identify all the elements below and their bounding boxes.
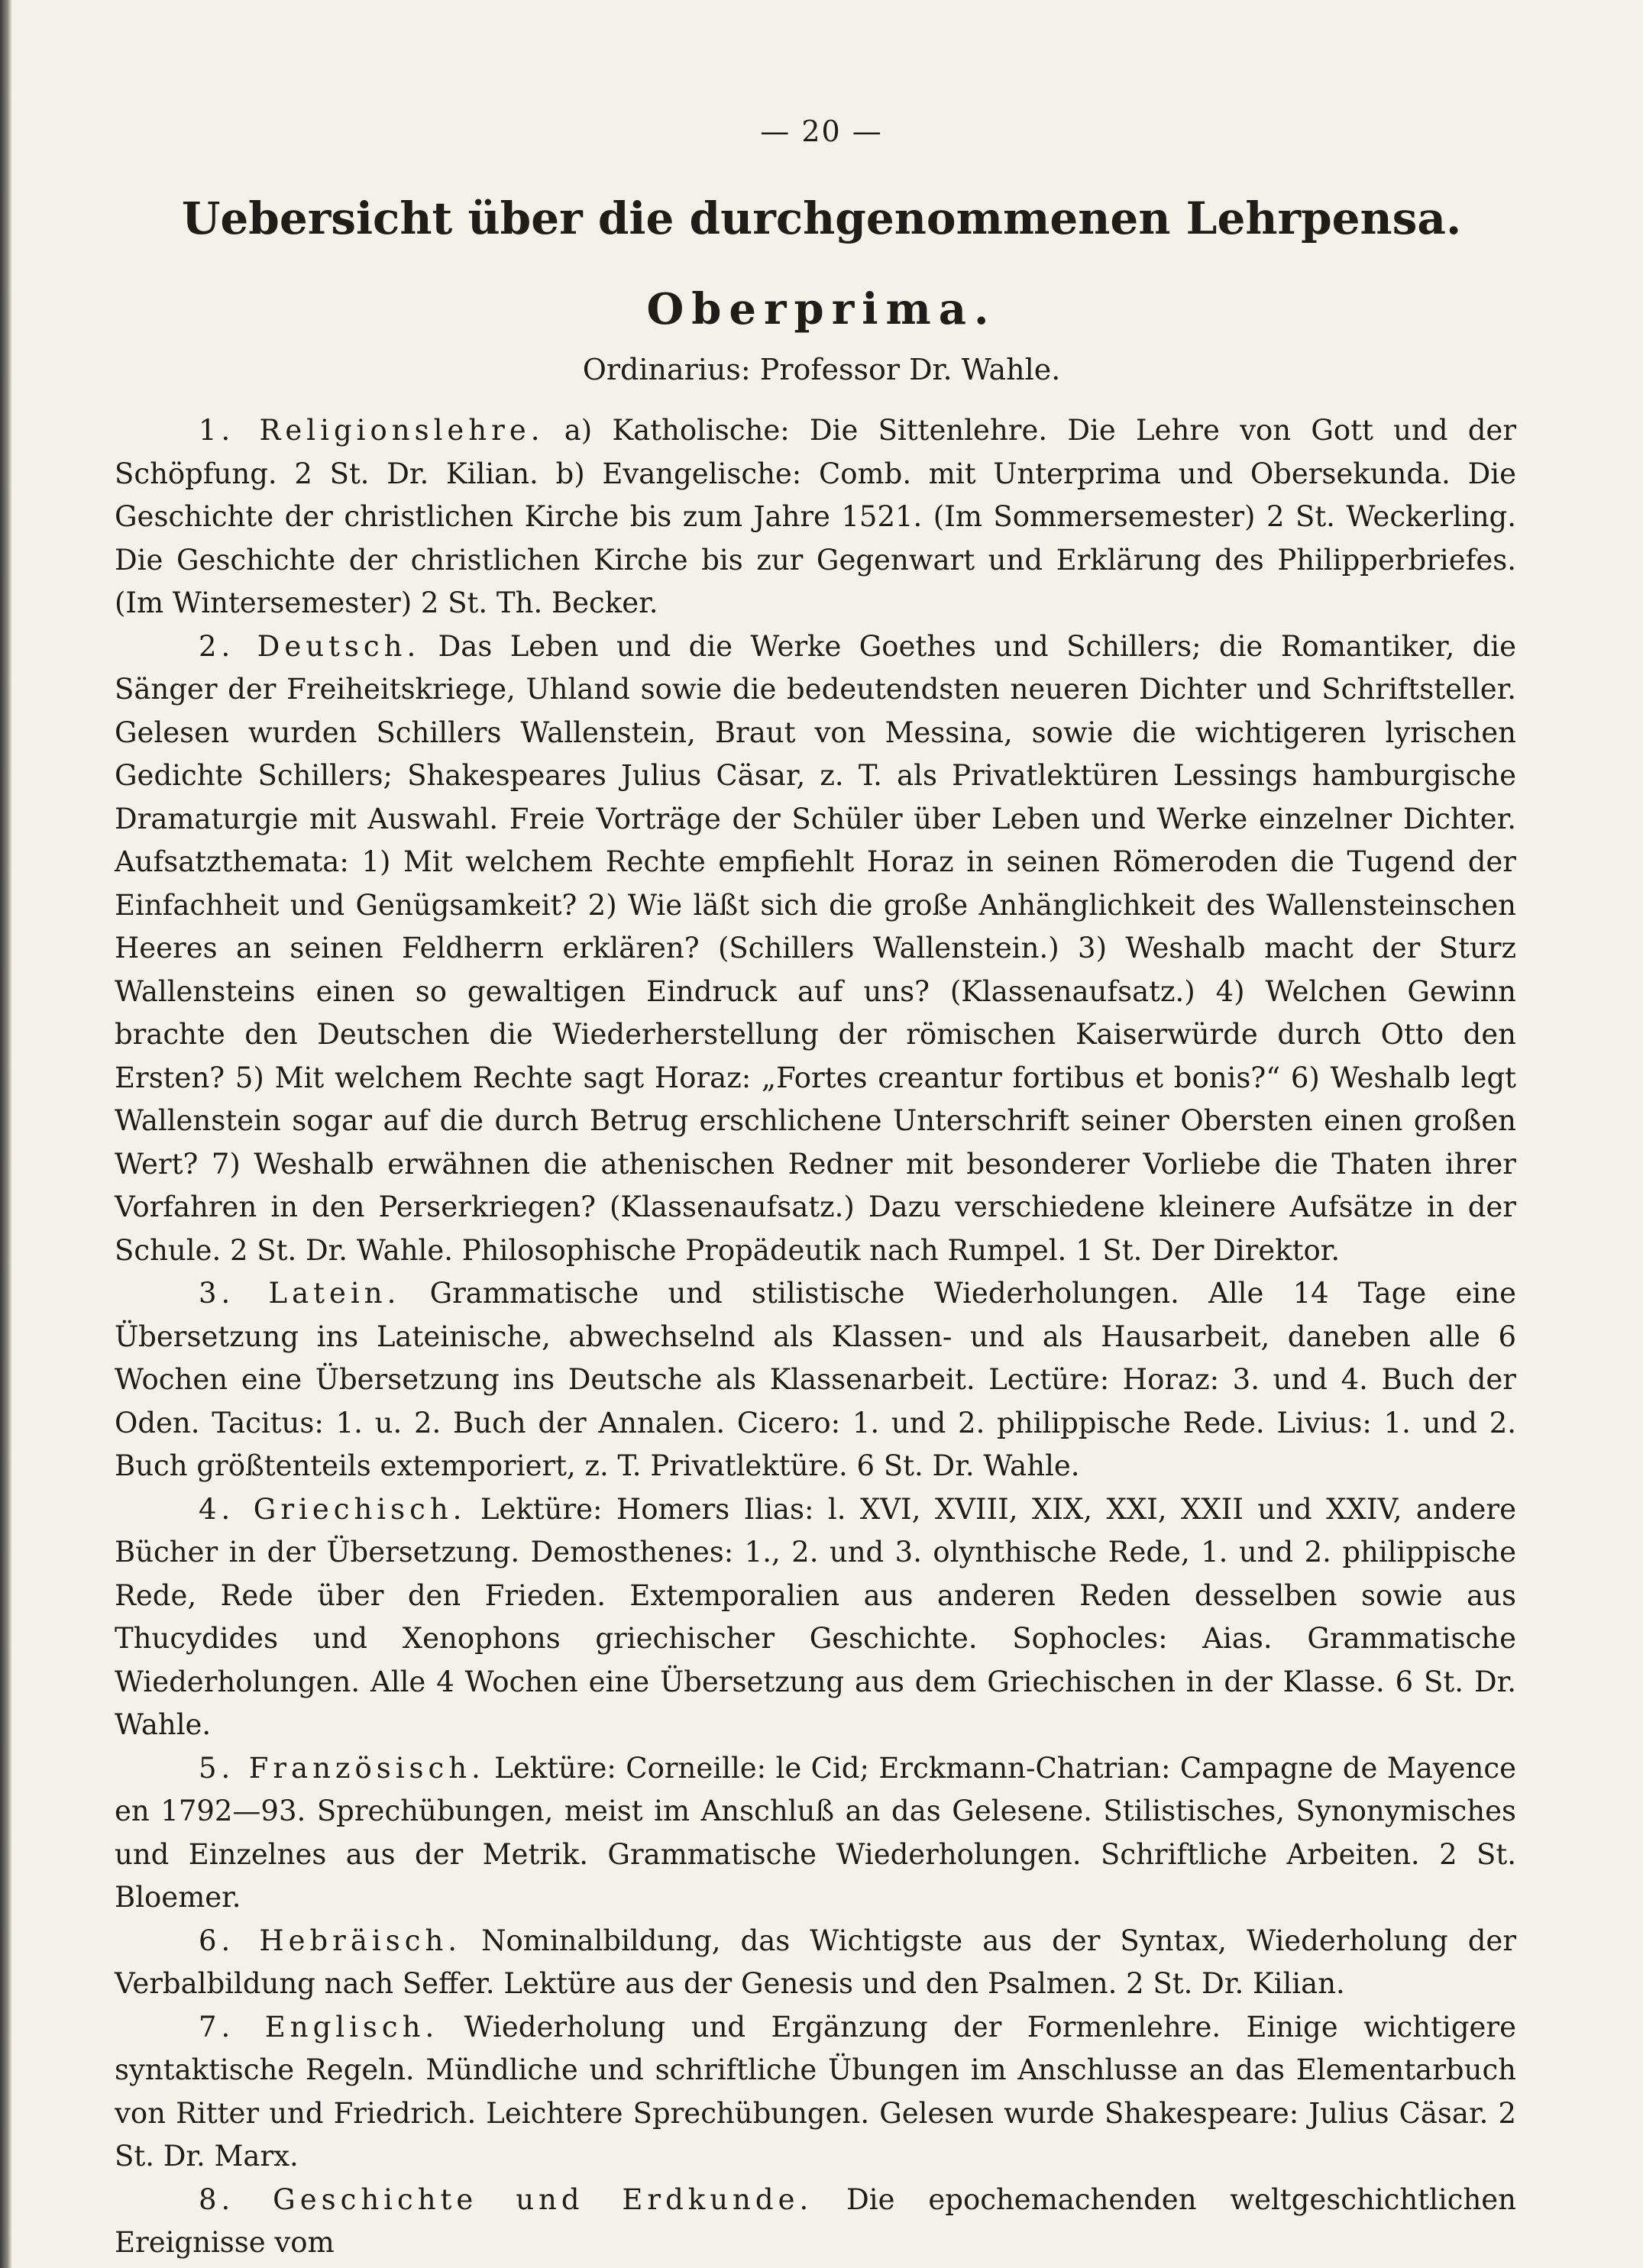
subject-hebraeisch: [115, 1920, 1516, 2006]
subject-text: Das Leben und die Werke Goethes und Schillers; die Romantiker, die Sänger der Freiheitskriege, Uhland sowie die bedeutendsten neueren Dichter und Schriftsteller. Gelesen wurden Schillers Wallenstein, Braut von Messina, sowie die wichtigeren lyrischen Gedichte Schillers; Shakespeares Julius Cäsar, z. T. als Privatlektüren Lessings hamburgische Dramaturgie mit Auswahl. Freie Vorträge der Schüler über Leben und Werke einzelner Dichter. Aufsatzthemata: 1) Mit welchem Rechte empfiehlt Horaz in seinen Römeroden die Tugend der Einfachheit und Genügsamkeit? 2) Wie läßt sich die große Anhänglichkeit des Wallensteinschen Heeres an seinen Feldherrn erklären? (Schillers Wallenstein.) 3) Weshalb macht der Sturz Wallensteins einen so gewaltigen Eindruck auf uns? (Klassenaufsatz.) 4) Welchen Gewinn brachte den Deutschen die Wiederherstellung der römischen Kaiserwürde durch Otto den Ersten? 5) Mit welchem Rechte sagt Horaz: „Fortes creantur fortibus et bonis?“ 6) Weshalb legt Wallenstein sogar auf die durch Betrug erschlichene Unterschrift seiner Obersten einen großen Wert? 7) Weshalb erwähnen die athenischen Redner mit besonderer Vorliebe die Thaten ihrer Vorfahren in den Perserkriegen? (Klassenaufsatz.) Dazu verschiedene kleinere Aufsätze in der Schule. 2 St. Dr. Wahle. Philosophische Propädeutik nach Rumpel. 1 St. Der Direktor.: [115, 629, 1516, 1267]
subject-text: a) Katholische: Die Sittenlehre. Die Lehre von Gott und der Schöpfung. 2 St. Dr. Kilian. b) Evangelische: Comb. mit Unterprima und Obersekunda. Die Geschichte der christlichen Kirche bis zum Jahre 1521. (Im Sommersemester) 2 St. Weckerling. Die Geschichte der christlichen Kirche bis zur Gegenwart und Erklärung des Philipperbriefes. (Im Wintersemester) 2 St. Th. Becker.: [115, 414, 1517, 619]
subject-heading: 3. Latein.: [199, 1277, 401, 1310]
class-title: Oberprima.: [646, 284, 997, 334]
ordinarius-line: Ordinarius: Professor Dr. Wahle.: [582, 353, 1061, 386]
subject-religion: [115, 409, 1516, 625]
subject-text: Die epochemachenden weltgeschichtlichen Ereignisse vom: [115, 2182, 1516, 2259]
subject-text: Nominalbildung, das Wichtigste aus der Syntax, Wiederholung der Verbalbildung nach Seffer. Lektüre aus der Genesis und den Psalmen. 2 St. Dr. Kilian.: [115, 1924, 1517, 2000]
page-title: Uebersicht über die durchgenommenen Lehrpensa.: [181, 192, 1462, 244]
subject-geschichte: [115, 2179, 1516, 2265]
binding-edge: [0, 0, 12, 2268]
subject-franzoesisch: [115, 1747, 1516, 1920]
subject-deutsch: [115, 625, 1516, 1273]
subject-latein: [115, 1272, 1516, 1488]
subject-heading: 5. Französisch.: [199, 1751, 485, 1785]
subject-heading: 2. Deutsch.: [199, 629, 421, 663]
subject-text: Wiederholung und Ergänzung der Formenlehre. Einige wichtigere syntaktische Regeln. Mündliche und schriftliche Übungen im Anschlusse an das Elementarbuch von Ritter und Friedrich. Leichtere Sprechübungen. Gelesen wurde Shakespeare: Julius Cäsar. 2 St. Dr. Marx.: [115, 2010, 1516, 2173]
subject-text: Lektüre: Corneille: le Cid; Erckmann-Chatrian: Campagne de Mayence en 1792—93. Sprechübungen, meist im Anschluß an das Gelesene. Stilistisches, Synonymisches und Einzelnes aus der Metrik. Grammatische Wiederholungen. Schriftliche Arbeiten. 2 St. Bloemer.: [115, 1751, 1517, 1914]
subject-heading: 6. Hebräisch.: [199, 1924, 462, 1957]
subject-heading: 1. Religionslehre.: [199, 414, 545, 447]
page-number: — 20 —: [760, 115, 883, 148]
subject-heading: 4. Griechisch.: [199, 1492, 467, 1526]
subject-heading: 7. Englisch.: [199, 2010, 439, 2043]
subject-list: [115, 409, 1516, 2265]
subject-text: Grammatische und stilistische Wiederholungen. Alle 14 Tage eine Übersetzung ins Lateinische, abwechselnd als Klassen- und als Hausarbeit, daneben alle 6 Wochen eine Übersetzung ins Deutsche als Klassenarbeit. Lectüre: Horaz: 3. und 4. Buch der Oden. Tacitus: 1. u. 2. Buch der Annalen. Cicero: 1. und 2. philippische Rede. Livius: 1. und 2. Buch größtenteils extemporiert, z. T. Privatlektüre. 6 St. Dr. Wahle.: [115, 1277, 1516, 1482]
subject-text: Lektüre: Homers Ilias: l. XVI, XVIII, XIX, XXI, XXII und XXIV, andere Bücher in der Übersetzung. Demosthenes: 1., 2. und 3. olynthische Rede, 1. und 2. philippische Rede, Rede über den Frieden. Extemporalien aus anderen Reden desselben sowie aus Thucydides und Xenophons griechischer Geschichte. Sophocles: Aias. Grammatische Wiederholungen. Alle 4 Wochen eine Übersetzung aus dem Griechischen in der Klasse. 6 St. Dr. Wahle.: [115, 1492, 1516, 1741]
subject-englisch: [115, 2006, 1516, 2179]
subject-heading: 8. Geschichte und Erdkunde.: [199, 2182, 813, 2216]
subject-griechisch: [115, 1488, 1516, 1747]
